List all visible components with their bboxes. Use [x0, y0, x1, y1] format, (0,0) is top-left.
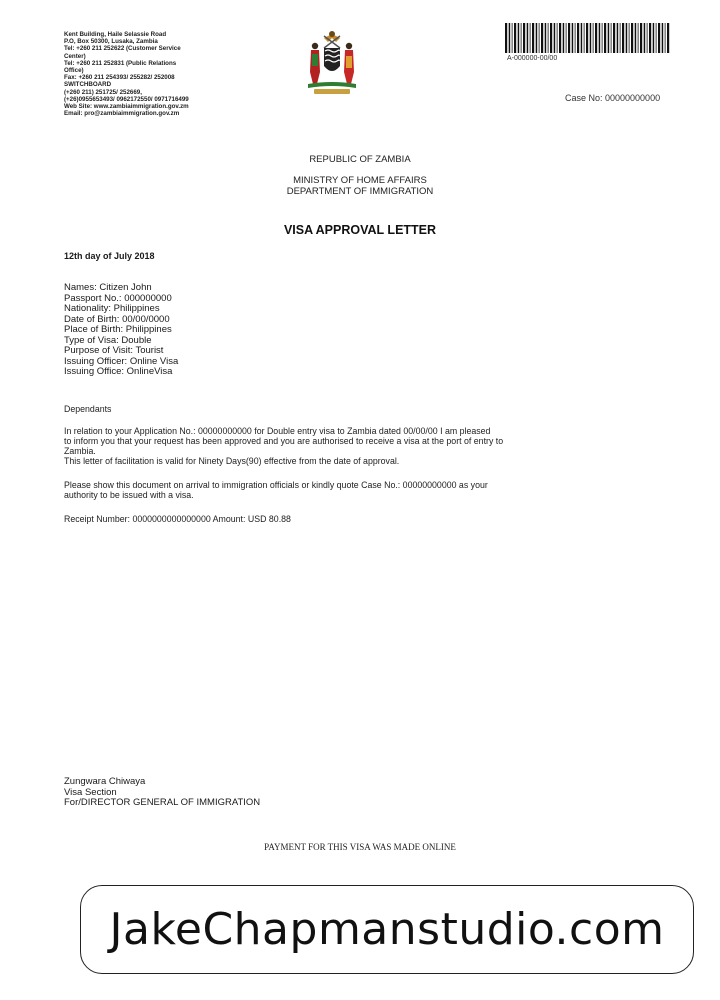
barcode-bar — [512, 23, 513, 53]
barcode-bar — [622, 23, 624, 53]
barcode-bar — [541, 23, 543, 53]
contact-line: Office) — [64, 67, 84, 75]
barcode-bar — [545, 23, 547, 53]
detail-pob: Place of Birth: Philippines — [64, 324, 172, 335]
detail-names: Names: Citizen John — [64, 282, 152, 293]
barcode-bar — [577, 23, 579, 53]
detail-officer: Issuing Officer: Online Visa — [64, 355, 179, 367]
barcode-bar — [656, 23, 657, 53]
barcode-bar — [523, 23, 525, 53]
barcode-bar — [514, 23, 516, 53]
barcode-bar — [509, 23, 511, 53]
barcode-bar — [532, 23, 534, 53]
barcode-bar — [667, 23, 669, 53]
barcode-bar — [593, 23, 594, 53]
barcode-bar — [647, 23, 648, 53]
contact-line: (+26)0955653493/ 0962172550/ 0971716499 — [64, 95, 189, 103]
barcode-bar — [658, 23, 660, 53]
department-heading: DEPARTMENT OF IMMIGRATION — [286, 186, 434, 197]
paragraph-line: This letter of facilitation is valid for Ninety Days(90) effective from the date of approval. — [64, 456, 400, 466]
barcode-bar — [572, 23, 574, 53]
barcode-bar — [518, 23, 520, 53]
contact-line: Fax: +260 211 254393/ 255282/ 252008 — [64, 74, 175, 82]
signatory-name: Zungwara Chiwaya — [64, 776, 146, 787]
instruction-paragraph — [64, 480, 564, 500]
detail-visa-type: Type of Visa: Double — [64, 334, 152, 346]
detail-office: Issuing Office: OnlineVisa — [64, 366, 173, 377]
barcode-bar — [548, 23, 549, 53]
contact-line: SWITCHBOARD — [64, 81, 112, 89]
barcode-bar — [550, 23, 552, 53]
barcode-bar — [563, 23, 565, 53]
ministry-heading: MINISTRY OF HOME AFFAIRS — [293, 175, 427, 186]
barcode-bar — [527, 23, 529, 53]
barcode-bar — [653, 23, 655, 53]
barcode-bar — [505, 23, 507, 53]
barcode-bar — [554, 23, 556, 53]
letter-date: 12th day of July 2018 — [64, 251, 155, 261]
barcode-bar — [620, 23, 621, 53]
barcode-bar — [644, 23, 646, 53]
contact-line: P.O, Box 50300, Lusaka, Zambia — [64, 38, 158, 46]
barcode-number: A-000000-00/00 — [507, 55, 558, 62]
barcode-bar — [631, 23, 633, 53]
barcode-bar — [536, 23, 538, 53]
republic-heading: REPUBLIC OF ZAMBIA — [309, 154, 411, 165]
barcode-bar — [581, 23, 583, 53]
contact-line: Tel: +260 211 252831 (Public Relations — [64, 59, 177, 67]
barcode — [505, 23, 671, 53]
contact-line: Web Site: www.zambiaimmigration.gov.zm — [64, 103, 189, 111]
barcode-bar — [665, 23, 666, 53]
detail-nationality: Nationality: Philippines — [64, 303, 160, 314]
dependants-label: Dependants — [64, 404, 112, 414]
barcode-bar — [626, 23, 628, 53]
payment-note: PAYMENT FOR THIS VISA WAS MADE ONLINE — [264, 842, 456, 852]
barcode-bar — [586, 23, 588, 53]
barcode-bar — [638, 23, 639, 53]
barcode-bar — [608, 23, 610, 53]
barcode-bar — [613, 23, 615, 53]
barcode-bar — [649, 23, 651, 53]
applicant-details — [64, 283, 178, 378]
barcode-bar — [575, 23, 576, 53]
paragraph-line: In relation to your Application No.: 00000000000 for Double entry visa to Zambia dated 00/00/00 I am pleased — [64, 426, 491, 436]
barcode-bar — [559, 23, 561, 53]
barcode-bar — [539, 23, 540, 53]
barcode-bar — [629, 23, 630, 53]
barcode-bar — [640, 23, 642, 53]
case-number: Case No: 00000000000 — [565, 93, 661, 103]
paragraph-line: Please show this document on arrival to immigration officials or kindly quote Case No.: 00000000000 as your — [64, 480, 488, 490]
contact-line: Tel: +260 211 252622 (Customer Service — [64, 45, 181, 53]
paragraph-line: Zambia. — [64, 446, 96, 456]
barcode-bar — [584, 23, 585, 53]
barcode-bar — [662, 23, 664, 53]
approval-paragraph — [64, 426, 564, 466]
paragraph-line: to inform you that your request has been approved and you are authorised to receive a visa at the port of entry to — [64, 436, 504, 446]
contact-line: Center) — [64, 52, 86, 60]
barcode-bar — [595, 23, 597, 53]
barcode-bar — [590, 23, 592, 53]
barcode-bar — [557, 23, 558, 53]
page-title: VISA APPROVAL LETTER — [283, 223, 437, 237]
contact-line: (+260 211) 251725/ 252669, — [64, 88, 142, 96]
coat-of-arms-icon — [300, 26, 364, 98]
detail-passport: Passport No.: 000000000 — [64, 292, 172, 304]
receipt-line: Receipt Number: 0000000000000000 Amount: USD 80.88 — [64, 514, 291, 524]
barcode-bar — [568, 23, 570, 53]
signatory-section: Visa Section — [64, 786, 117, 798]
barcode-bar — [530, 23, 531, 53]
barcode-bar — [611, 23, 612, 53]
paragraph-line: authority to be issued with a visa. — [64, 490, 194, 500]
contact-line: Email: pro@zambiaimmigration.gov.zm — [64, 110, 180, 118]
detail-purpose: Purpose of Visit: Tourist — [64, 345, 164, 356]
barcode-bar — [566, 23, 567, 53]
watermark-text: JakeChapmanstudio.com — [109, 904, 665, 955]
barcode-bar — [617, 23, 619, 53]
contact-line: Kent Building, Haile Selassie Road — [64, 31, 167, 38]
signatory-title: For/DIRECTOR GENERAL OF IMMIGRATION — [64, 797, 261, 808]
barcode-bar — [521, 23, 522, 53]
contact-info — [64, 31, 224, 117]
barcode-bar — [635, 23, 637, 53]
barcode-bar — [599, 23, 601, 53]
barcode-bar — [602, 23, 603, 53]
signature-block — [64, 777, 260, 809]
barcode-bar — [604, 23, 606, 53]
detail-dob: Date of Birth: 00/00/0000 — [64, 313, 170, 325]
